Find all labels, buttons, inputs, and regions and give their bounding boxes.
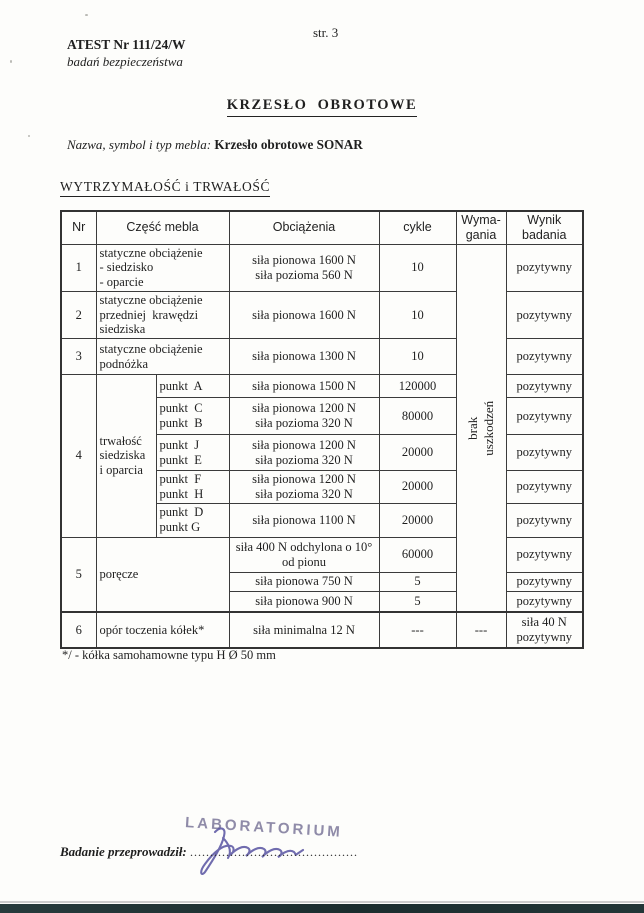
cell-cykle: --- [379,612,456,648]
section-heading-text: WYTRZYMAŁOŚĆ i TRWAŁOŚĆ [60,179,270,197]
cell-cykle: 60000 [379,537,456,572]
cell-wynik: siła 40 N pozytywny [506,612,583,648]
atest-number: ATEST Nr 111/24/W [67,37,186,52]
cell-cykle: 10 [379,339,456,375]
cell-cykle: 20000 [379,471,456,504]
cell-wynik: pozytywny [506,503,583,537]
wymagania-rotated-text: brak uszkodzeń [464,400,496,456]
cell-wynik: pozytywny [506,591,583,612]
cell-punkt: punkt A [156,375,229,398]
page-number: str. 3 [313,25,339,40]
cell-obciazenia: siła pionowa 750 N [229,572,379,591]
furniture-name-label: Nazwa, symbol i typ mebla: [67,137,212,152]
cell-obciazenia: siła pionowa 1600 N siła pozioma 560 N [229,244,379,291]
document-title-text: KRZESŁO OBROTOWE [227,97,417,117]
cell-nr: 3 [61,339,96,375]
table-row [61,612,583,648]
cell-obciazenia: siła 400 N odchylona o 10° od pionu [229,537,379,572]
cell-cykle: 10 [379,291,456,338]
col-header-cykle: cykle [379,211,456,244]
footnote: */ - kółka samohamowne typu H Ø 50 mm [62,648,276,662]
cell-cykle: 20000 [379,503,456,537]
cell-cykle: 120000 [379,375,456,398]
cell-czesc-mebla: trwałość siedziska i oparcia [96,375,156,538]
cell-wynik: pozytywny [506,572,583,591]
cell-cykle: 20000 [379,435,456,471]
cell-cykle: 5 [379,591,456,612]
signature-label: Badanie przeprowadził: [60,844,187,859]
cell-czesc-mebla: opór toczenia kółek* [96,612,229,648]
cell-czesc-mebla: statyczne obciążenie podnóżka [96,339,229,375]
cell-czesc-mebla: statyczne obciążenie - siedzisko - oparcie [96,244,229,291]
cell-wynik: pozytywny [506,375,583,398]
cell-punkt: punkt J punkt E [156,435,229,471]
col-header-czesc-mebla: Część mebla [96,211,229,244]
cell-nr: 5 [61,537,96,612]
cell-nr: 4 [61,375,96,538]
cell-nr: 6 [61,612,96,648]
cell-punkt: punkt D punkt G [156,503,229,537]
table-header-row [61,211,583,244]
scan-edge-line [0,901,644,903]
cell-obciazenia: siła pionowa 1200 N siła pozioma 320 N [229,398,379,435]
cell-wynik: pozytywny [506,537,583,572]
document-title [0,96,644,117]
cell-wymagania: --- [456,612,506,648]
cell-obciazenia: siła pionowa 1100 N [229,503,379,537]
cell-obciazenia: siła pionowa 900 N [229,591,379,612]
cell-wynik: pozytywny [506,435,583,471]
signature-line [60,844,358,860]
cell-obciazenia: siła pionowa 1200 N siła pozioma 320 N [229,435,379,471]
cell-punkt: punkt F punkt H [156,471,229,504]
laboratory-stamp: LABORATORIUM [184,814,344,841]
cell-obciazenia: siła pionowa 1200 N siła pozioma 320 N [229,471,379,504]
cell-nr: 2 [61,291,96,338]
scan-speck [10,60,12,63]
col-header-wynik-badania: Wynik badania [506,211,583,244]
scan-speck [28,135,30,137]
cell-wynik: pozytywny [506,471,583,504]
cell-cykle: 80000 [379,398,456,435]
cell-obciazenia: siła pionowa 1300 N [229,339,379,375]
cell-wynik: pozytywny [506,339,583,375]
cell-wynik: pozytywny [506,244,583,291]
cell-wymagania-merged [456,244,506,612]
cell-cykle: 10 [379,244,456,291]
cell-obciazenia: siła pionowa 1500 N [229,375,379,398]
cell-czesc-mebla: statyczne obciążenie przedniej krawędzi siedziska [96,291,229,338]
col-header-obciazenia: Obciążenia [229,211,379,244]
scan-edge-bar [0,904,644,913]
scan-speck [85,14,88,16]
cell-nr: 1 [61,244,96,291]
cell-obciazenia: siła minimalna 12 N [229,612,379,648]
signature-dotted-line: .......................................... [190,845,359,859]
col-header-wymagania: Wyma- gania [456,211,506,244]
cell-wynik: pozytywny [506,291,583,338]
furniture-name-line [67,137,363,153]
furniture-name-value: Krzesło obrotowe SONAR [214,137,363,152]
section-heading [60,178,270,197]
cell-punkt: punkt C punkt B [156,398,229,435]
results-table [60,210,584,649]
atest-subtitle: badań bezpieczeństwa [67,53,183,69]
table-row [61,244,583,291]
col-header-nr: Nr [61,211,96,244]
cell-wynik: pozytywny [506,398,583,435]
atest-header [67,37,186,70]
cell-cykle: 5 [379,572,456,591]
cell-obciazenia: siła pionowa 1600 N [229,291,379,338]
cell-czesc-mebla: poręcze [96,537,229,612]
